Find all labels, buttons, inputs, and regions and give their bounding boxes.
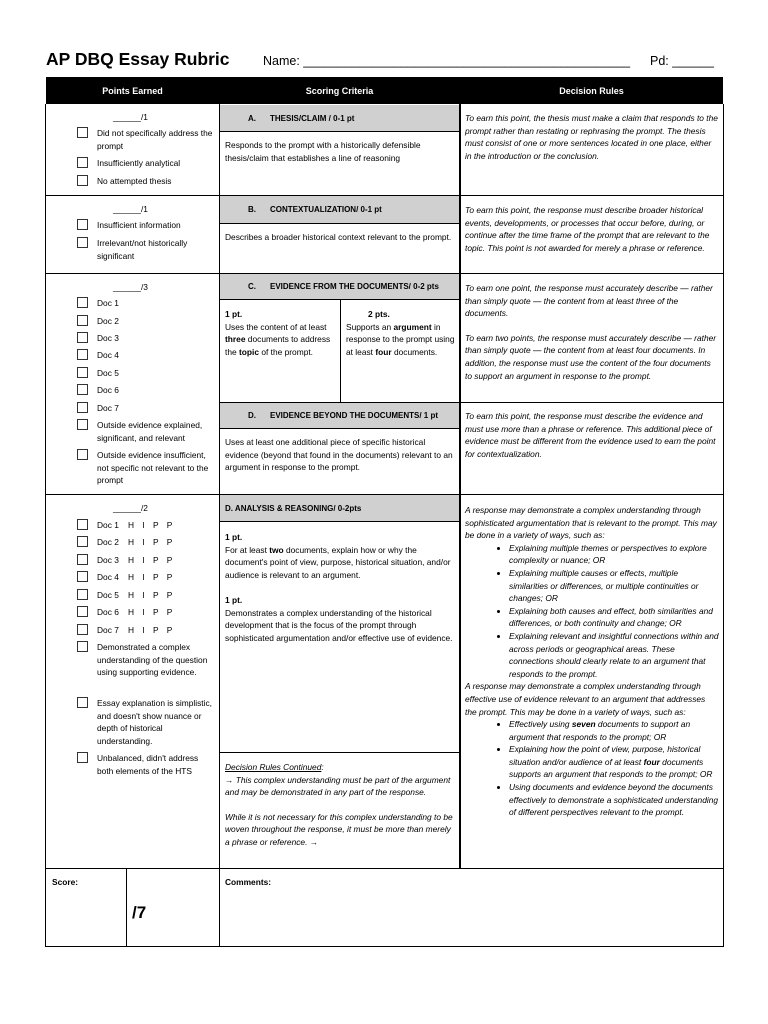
analysis-point-2 xyxy=(225,594,455,644)
checkbox-label: Unbalanced, didn't address both elements of the HTS xyxy=(97,753,199,776)
text-run: For at least xyxy=(225,544,270,555)
checkbox[interactable] xyxy=(77,332,88,343)
col-header-points: Points Earned xyxy=(46,77,219,104)
continued-heading: Decision Rules Continued xyxy=(225,762,322,772)
checkbox-label: No attempted thesis xyxy=(97,176,172,186)
checkbox-label: Doc 7 xyxy=(97,403,119,413)
page-title: AP DBQ Essay Rubric xyxy=(46,49,230,69)
checkbox[interactable] xyxy=(77,349,88,360)
text-run: documents, explain how or why the document's point of view, purpose, historical situation, and/or audience is relevant to an argument. xyxy=(225,544,451,580)
section-letter: B. xyxy=(248,205,256,214)
point-head: 1 pt. xyxy=(225,532,243,542)
thesis-points[interactable]: ______/1 xyxy=(113,112,148,122)
checkbox[interactable] xyxy=(77,624,88,635)
list-item: • Explaining both causes and effect, both similarities and differences, or both continuity and change; OR xyxy=(509,605,719,630)
comments-label: Comments: xyxy=(225,877,272,887)
beyond-criteria: Uses at least one additional piece of specific historical evidence (beyond that found in the documents) relevant to an argument in response to the prompt. xyxy=(225,437,453,473)
text-run: documents to address the xyxy=(225,334,331,357)
checkbox[interactable] xyxy=(77,697,88,708)
checkbox-label: Doc 7 xyxy=(97,625,119,635)
text-run: four xyxy=(643,756,660,767)
context-criteria: Describes a broader historical context relevant to the prompt. xyxy=(225,232,452,242)
section-header-analysis: D. ANALYSIS & REASONING/ 0-2pts xyxy=(220,495,459,521)
docs-rules xyxy=(465,282,719,382)
checkbox-label: Essay explanation is simplistic, and doesn't show nuance or depth of historical understanding. xyxy=(97,698,212,746)
grid-line xyxy=(219,131,460,132)
section-title: EVIDENCE BEYOND THE DOCUMENTS/ 1 pt xyxy=(270,411,439,420)
grid-line xyxy=(45,104,46,947)
period-field[interactable]: Pd: ______ xyxy=(650,54,714,68)
grid-line xyxy=(219,521,460,522)
text-run: : xyxy=(321,762,324,772)
docs-rule-1: To earn one point, the response must accurately describe — rather than simply quote — the content from at least three of the documents. xyxy=(465,283,713,319)
text-run: documents. xyxy=(391,346,438,357)
checkbox[interactable] xyxy=(77,402,88,413)
checkbox[interactable] xyxy=(77,419,88,430)
list-item: • Explaining multiple causes or effects, multiple similarities or differences, or multiple continuities or changes; OR xyxy=(509,567,719,605)
grid-line xyxy=(126,869,127,947)
point-head: 1 pt. xyxy=(225,595,243,605)
grid-line xyxy=(219,104,220,947)
hipp-label: H I P P xyxy=(128,590,173,600)
analysis-rules xyxy=(465,504,719,819)
point-head: 2 pts. xyxy=(368,309,390,319)
score-value[interactable]: /7 xyxy=(132,903,147,922)
section-letter: C. xyxy=(248,282,256,291)
checkbox[interactable] xyxy=(77,641,88,652)
score-label: Score: xyxy=(52,877,79,887)
section-letter: D. xyxy=(248,411,256,420)
list-item: • Explaining relevant and insightful connections within and across periods or geographical areas. These connections should clearly relate to an argument that responds to the prompt. xyxy=(509,630,719,680)
checkbox-label: Doc 3 xyxy=(97,555,119,565)
text-run: Uses the content of at least xyxy=(225,321,327,332)
checkbox-label: Outside evidence insufficient, not specific not relevant to the prompt xyxy=(97,450,209,486)
section-header-beyond xyxy=(220,403,459,428)
name-field[interactable]: Name: _______________________________________________ xyxy=(263,54,631,68)
col-header-rules: Decision Rules xyxy=(460,77,723,104)
text-run: Demonstrates a complex understanding of the historical development that is the focus of the prompt through sophisticated argumentation and/or effective use of evidence. xyxy=(225,607,453,643)
text-run: in response to the prompt using at least xyxy=(346,321,455,357)
checkbox[interactable] xyxy=(77,175,88,186)
checkbox-label: Insufficiently analytical xyxy=(97,158,181,168)
checkbox-label: Doc 5 xyxy=(97,590,119,600)
checkbox-label: Doc 5 xyxy=(97,368,119,378)
checkbox[interactable] xyxy=(77,589,88,600)
checkbox-label: Demonstrated a complex understanding of the question using supporting evidence. xyxy=(97,642,208,678)
evidence-points[interactable]: ______/3 xyxy=(113,282,148,292)
text-run: Explaining how the point of view, purpose, historical situation and/or audience of at least xyxy=(509,744,701,767)
checkbox[interactable] xyxy=(77,519,88,530)
checkbox[interactable] xyxy=(77,315,88,326)
checkbox[interactable] xyxy=(77,606,88,617)
grid-line xyxy=(459,104,461,869)
beyond-rules: To earn this point, the response must describe the evidence and must use more than a phrase or reference. This additional piece of evidence must be different from the evidence used to earn the point for contextualization. xyxy=(465,411,716,459)
checkbox[interactable] xyxy=(77,219,88,230)
section-title: CONTEXTUALIZATION/ 0-1 pt xyxy=(270,205,382,214)
checkbox-label: Doc 6 xyxy=(97,607,119,617)
checkbox-label: Doc 4 xyxy=(97,350,119,360)
continued-para-2: While it is not necessary for this complex understanding to be woven throughout the response, it must be more than merely a phrase or reference. → xyxy=(225,811,453,847)
checkbox[interactable] xyxy=(77,571,88,582)
hipp-label: H I P P xyxy=(128,555,173,565)
checkbox-label: Did not specifically address the prompt xyxy=(97,128,213,151)
grid-line xyxy=(219,223,460,224)
checkbox-label: Doc 1 xyxy=(97,298,119,308)
text-run: documents to support an argument that responds to the prompt; OR xyxy=(509,719,691,742)
continued-para-1: → This complex understanding must be part of the argument and may be demonstrated in any part of the response. xyxy=(225,774,451,798)
list-item: • Using documents and evidence beyond the documents effectively to demonstrate a sophisticated understanding of different perspectives relevant to the prompt. xyxy=(509,781,719,819)
text-run: Effectively using xyxy=(509,719,572,730)
hipp-label: H I P P xyxy=(128,625,173,635)
list-item xyxy=(509,718,719,743)
section-header-context xyxy=(220,196,459,223)
checkbox[interactable] xyxy=(77,237,88,248)
analysis-rule-intro-2: A response may demonstrate a complex understanding through effective use of evidence relevant to an argument that addresses the prompt. This may be done in a variety of ways, such as: xyxy=(465,681,706,717)
checkbox-label: Doc 4 xyxy=(97,572,119,582)
text-run: documents supports an argument that responds to the prompt; OR xyxy=(509,756,713,780)
checkbox[interactable] xyxy=(77,157,88,168)
grid-line xyxy=(340,299,341,402)
checkbox[interactable] xyxy=(77,752,88,763)
checkbox[interactable] xyxy=(77,449,88,460)
checkbox-label: Outside evidence explained, significant, and relevant xyxy=(97,420,203,443)
checkbox[interactable] xyxy=(77,384,88,395)
hipp-label: H I P P xyxy=(128,607,173,617)
section-title: EVIDENCE FROM THE DOCUMENTS/ 0-2 pts xyxy=(270,282,439,291)
checkbox[interactable] xyxy=(77,554,88,565)
hipp-label: H I P P xyxy=(128,537,173,547)
text-run: argument xyxy=(393,321,432,332)
context-points[interactable]: ______/1 xyxy=(113,204,148,214)
text-run: two xyxy=(269,544,284,555)
analysis-points[interactable]: ______/2 xyxy=(113,503,148,513)
analysis-bullets-2 xyxy=(465,718,719,819)
section-title: THESIS/CLAIM / 0-1 pt xyxy=(270,113,355,123)
grid-line xyxy=(219,428,460,429)
checkbox-label: Irrelevant/not historically significant xyxy=(97,238,188,261)
checkbox-label: Doc 2 xyxy=(97,537,119,547)
grid-line xyxy=(723,104,724,947)
checkbox[interactable] xyxy=(77,297,88,308)
text-run: Supports an xyxy=(346,321,394,332)
checkbox[interactable] xyxy=(77,536,88,547)
hipp-label: H I P P xyxy=(128,520,173,530)
list-item: • Explaining multiple themes or perspectives to explore complexity or nuance; OR xyxy=(509,542,719,567)
col-header-criteria: Scoring Criteria xyxy=(219,77,460,104)
text-run: topic xyxy=(238,346,259,357)
context-rules: To earn this point, the response must describe broader historical events, developments, or processes that occur before, during, or continue after the time frame of the prompt that are relevant to the topic. This point is not awarded for merely a phrase or reference. xyxy=(465,205,710,253)
docs-one-point xyxy=(225,308,337,358)
analysis-rule-intro-1: A response may demonstrate a complex understanding through sophisticated argumentation that is relevant to the prompt. This may be done in a variety of ways, such as: xyxy=(465,505,717,541)
docs-two-points xyxy=(346,308,456,358)
text-run: seven xyxy=(571,719,596,730)
grid-line xyxy=(219,752,460,753)
point-head: 1 pt. xyxy=(225,309,243,319)
checkbox-label: Doc 6 xyxy=(97,385,119,395)
thesis-criteria: Responds to the prompt with a historically defensible thesis/claim that establishes a line of reasoning xyxy=(225,140,421,163)
checkbox-label: Insufficient information xyxy=(97,220,181,230)
thesis-rules: To earn this point, the thesis must make a claim that responds to the prompt rather than restating or rephrasing the prompt. The thesis must consist of one or more sentences located in one place, either in the introduction or the conclusion. xyxy=(465,113,718,161)
section-letter: A. xyxy=(248,113,256,123)
grid-line xyxy=(45,868,724,869)
analysis-bullets-1 xyxy=(465,542,719,681)
section-header-docs xyxy=(220,274,459,299)
checkbox-label: Doc 3 xyxy=(97,333,119,343)
text-run: four xyxy=(375,346,392,357)
docs-rule-2: To earn two points, the response must accurately describe — rather than simply quote — the content from at least four documents. In addition, the response must use the content of the four documents to support an argument in response to the prompt. xyxy=(465,332,717,381)
checkbox[interactable] xyxy=(77,367,88,378)
checkbox-label: Doc 1 xyxy=(97,520,119,530)
hipp-label: H I P P xyxy=(128,572,173,582)
text-run: of the prompt. xyxy=(259,346,313,357)
text-run: three xyxy=(225,334,246,345)
section-header-thesis xyxy=(220,105,459,131)
grid-line xyxy=(45,946,724,947)
checkbox[interactable] xyxy=(77,127,88,138)
grid-line xyxy=(219,299,460,300)
checkbox-label: Doc 2 xyxy=(97,316,119,326)
analysis-point-1 xyxy=(225,531,455,581)
decision-rules-continued xyxy=(225,761,457,849)
list-item xyxy=(509,743,719,781)
comments-area[interactable] xyxy=(221,892,721,944)
